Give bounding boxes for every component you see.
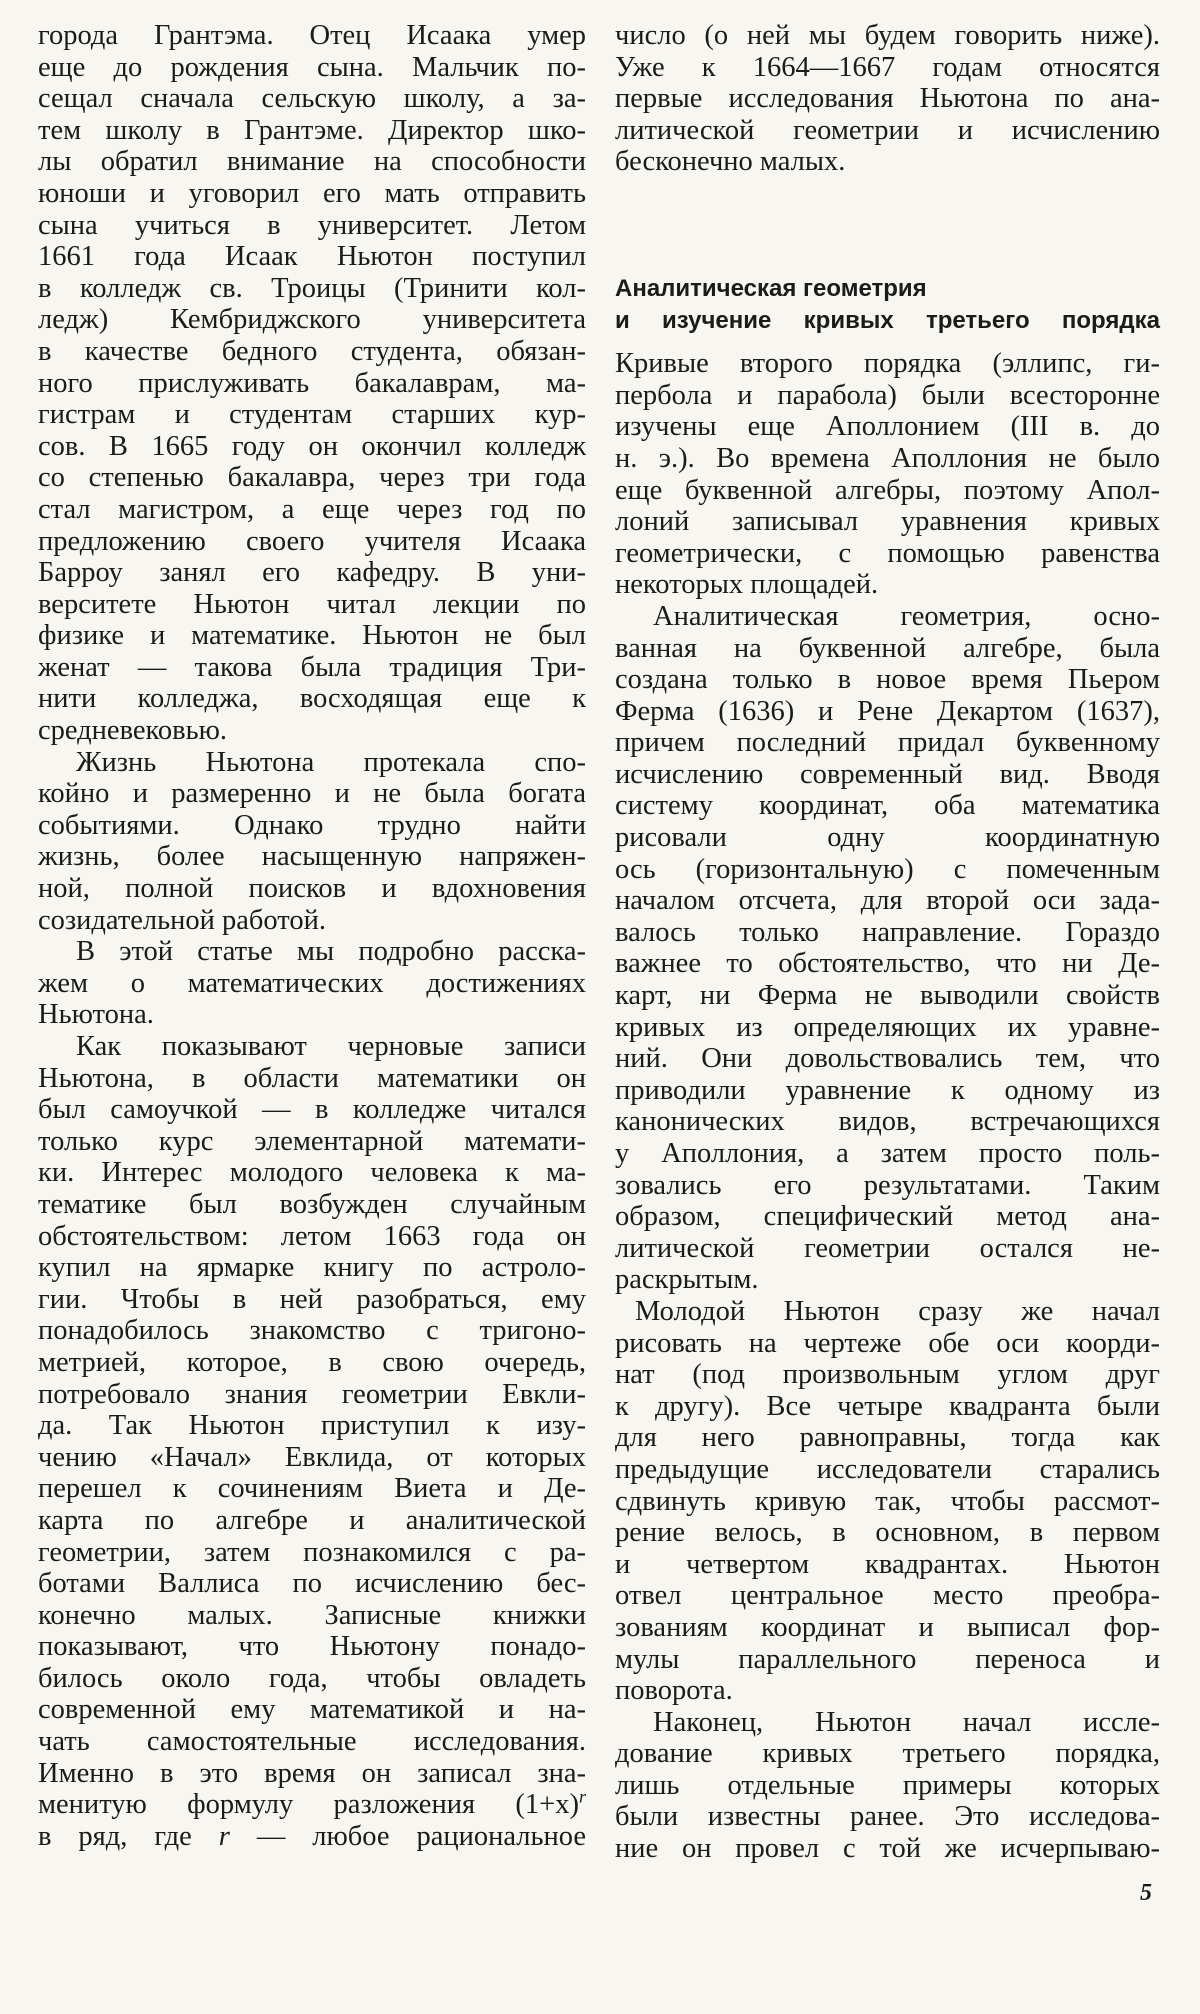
- text-line: рисовать на чертеже обе оси коорди-: [615, 1327, 1160, 1359]
- text-line: физике и математике. Ньютон не был: [38, 620, 586, 652]
- text-line: ки. Интерес молодого человека к ма-: [38, 1157, 586, 1189]
- text-line: нат (под произвольным углом друг: [615, 1359, 1160, 1391]
- text-line: приводили уравнение к одному из: [615, 1074, 1160, 1106]
- text-line: в качестве бедного студента, обязан-: [38, 335, 586, 367]
- text-line: лы обратил внимание на способности: [38, 146, 586, 178]
- paragraph-life: [38, 747, 586, 937]
- text-line: перешел к сочинениям Виета и Де-: [38, 1473, 586, 1505]
- text-line: зованиям координат и выписал фор-: [615, 1611, 1160, 1643]
- variable-r: r: [218, 1820, 230, 1852]
- text-line: ось (горизонтальную) с помеченным: [615, 853, 1160, 885]
- text-line: дование кривых третьего порядка,: [615, 1738, 1160, 1770]
- text-line: некоторых площадей.: [615, 569, 879, 601]
- text-line: систему координат, оба математика: [615, 790, 1160, 822]
- text-line: мулы параллельного переноса и: [615, 1643, 1160, 1675]
- binomial-formula: [515, 1786, 586, 1821]
- text-line: потребовало знания геометрии Евкли-: [38, 1378, 586, 1410]
- formula-exponent: r: [578, 1786, 586, 1807]
- text-line: средневековью.: [38, 715, 228, 747]
- text-line: ний. Они довольствовались тем, что: [615, 1043, 1160, 1075]
- text-line: ванная на буквенной алгебре, была: [615, 632, 1160, 664]
- text-line: рение велось, в основном, в первом: [615, 1517, 1160, 1549]
- text-line: канонических видов, встречающихся: [615, 1106, 1160, 1138]
- text-line: ледж) Кембриджского университета: [38, 304, 586, 336]
- text-line: еще буквенной алгебры, поэтому Апол-: [615, 474, 1160, 506]
- text-line: Уже к 1664—1667 годам относятся: [615, 51, 1160, 83]
- paragraph-self-taught: [38, 1031, 586, 1852]
- text-line: ние он провел с той же исчерпываю-: [615, 1833, 1160, 1865]
- text-line: [38, 1821, 586, 1853]
- text-line: понадобилось знакомство с тригоно-: [38, 1315, 586, 1347]
- text-line: гии. Чтобы в ней разобраться, ему: [38, 1283, 586, 1315]
- text-line: сына учиться в университет. Летом: [38, 209, 586, 241]
- text-line: ной, полной поисков и вдохновения: [38, 873, 586, 905]
- heading-line: и изучение кривых третьего порядка: [615, 306, 1160, 334]
- text-line: Как показывают черновые записи: [76, 1031, 586, 1062]
- left-column: [38, 20, 586, 1852]
- section-gap: [615, 178, 1160, 273]
- text-line: женат — такова была традиция Три-: [38, 651, 586, 683]
- text-line: Наконец, Ньютон начал иссле-: [653, 1706, 1160, 1738]
- text-line: были известны ранее. Это исследова-: [615, 1801, 1160, 1833]
- text-line: чать самостоятельные исследования.: [38, 1726, 586, 1758]
- text-line: первые исследования Ньютона по ана-: [615, 83, 1160, 115]
- text-line: билось около года, чтобы овладеть: [38, 1662, 586, 1694]
- formula-line: [38, 1786, 586, 1821]
- text-fragment: — любое рациональное: [256, 1820, 587, 1852]
- text-line: геометрически, с помощью равенства: [615, 537, 1160, 569]
- text-line: сещал сначала сельскую школу, а за-: [38, 83, 586, 115]
- text-line: пербола и парабола) были всесторонне: [615, 379, 1160, 411]
- text-line: образом, специфический метод ана-: [615, 1201, 1160, 1233]
- text-line: рисовали одну координатную: [615, 822, 1160, 854]
- text-line: Ферма (1636) и Рене Декартом (1637),: [615, 695, 1160, 727]
- formula-line-text: менитую формулу разложения: [38, 1789, 476, 1821]
- text-line: современной ему математикой и на-: [38, 1694, 586, 1726]
- text-line: конечно малых. Записные книжки: [38, 1599, 586, 1631]
- text-line: чению «Начал» Евклида, от которых: [38, 1441, 586, 1473]
- text-line: Молодой Ньютон сразу же начал: [635, 1295, 1160, 1327]
- text-line: н. э.). Во времена Аполлония не было: [615, 442, 1160, 474]
- text-line: геометрии, затем познакомился с ра-: [38, 1536, 586, 1568]
- text-line: важнее то обстоятельство, что ни Де-: [615, 948, 1160, 980]
- text-line: валось только направление. Гораздо: [615, 916, 1160, 948]
- text-line: 1661 года Исаак Ньютон поступил: [38, 241, 586, 273]
- text-line: жем о математических достижениях: [38, 967, 586, 999]
- text-line: лоний записывал уравнения кривых: [615, 506, 1160, 538]
- text-line: поворота.: [615, 1675, 733, 1707]
- text-line: создана только в новое время Пьером: [615, 664, 1160, 696]
- text-line: к другу). Все четыре квадранта были: [615, 1390, 1160, 1422]
- text-line: в колледж св. Троицы (Тринити кол-: [38, 272, 586, 304]
- text-line: исчислению современный вид. Вводя: [615, 758, 1160, 790]
- text-line: тем школу в Грантэме. Директор шко-: [38, 114, 586, 146]
- text-line: еще до рождения сына. Мальчик по-: [38, 51, 586, 83]
- text-line: лишь отдельные примеры которых: [615, 1769, 1160, 1801]
- text-line: началом отсчета, для второй оси зада-: [615, 885, 1160, 917]
- paragraph-apollonius: [615, 348, 1160, 601]
- text-line: литической геометрии остался не-: [615, 1232, 1160, 1264]
- text-line: обстоятельством: летом 1663 года он: [38, 1220, 586, 1252]
- text-line: зовались его результатами. Таким: [615, 1169, 1160, 1201]
- text-line: стал магистром, а еще через год по: [38, 493, 586, 525]
- text-line: у Аполлония, а затем просто поль-: [615, 1138, 1160, 1169]
- text-line: города Грантэма. Отец Исаака умер: [38, 20, 586, 51]
- text-line: кривых из определяющих их уравне-: [615, 1011, 1160, 1043]
- paragraph-young-newton: [615, 1296, 1160, 1707]
- text-line: показывают, что Ньютону понадо-: [38, 1631, 586, 1663]
- text-line: число (о ней мы будем говорить ниже).: [615, 20, 1160, 51]
- text-line: карт, ни Ферма не выводили свойств: [615, 980, 1160, 1012]
- text-line: и четвертом квадрантах. Ньютон: [615, 1548, 1160, 1580]
- paragraph-biography: [38, 20, 586, 747]
- text-line: Жизнь Ньютона протекала спо-: [76, 746, 586, 778]
- text-line: изучены еще Аполлонием (III в. до: [615, 411, 1160, 443]
- text-line: карта по алгебре и аналитической: [38, 1504, 586, 1536]
- text-line: сов. В 1665 году он окончил колледж: [38, 430, 586, 462]
- text-line: раскрытым.: [615, 1264, 759, 1296]
- text-line: нити колледжа, восходящая еще к: [38, 683, 586, 715]
- text-line: созидательной работой.: [38, 904, 327, 936]
- paragraph-article-intro: [38, 936, 586, 1031]
- text-line: со степенью бакалавра, через три года: [38, 462, 586, 494]
- text-line: Кривые второго порядка (эллипс, ги-: [615, 348, 1160, 380]
- paragraph-analytic-geometry: [615, 601, 1160, 1296]
- heading-line: Аналитическая геометрия: [615, 274, 927, 302]
- text-line: купил на ярмарке книгу по астроло-: [38, 1252, 586, 1284]
- text-line: юноши и уговорил его мать отправить: [38, 177, 586, 209]
- text-line: ботами Валлиса по исчислению бес-: [38, 1568, 586, 1600]
- page-number: 5: [1140, 1880, 1152, 1906]
- text-line: тематике был возбужден случайным: [38, 1188, 586, 1220]
- text-line: бесконечно малых.: [615, 146, 846, 178]
- text-line: только курс элементарной математи-: [38, 1125, 586, 1157]
- text-line: Ньютона, в области математики он: [38, 1062, 586, 1094]
- text-line: сдвинуть кривую так, чтобы рассмот-: [615, 1485, 1160, 1517]
- right-column: [615, 20, 1160, 1865]
- text-line: В этой статье мы подробно расска-: [76, 936, 586, 968]
- text-line: предложению своего учителя Исаака: [38, 525, 586, 557]
- text-line: предыдущие исследователи старались: [615, 1453, 1160, 1485]
- heading-gap: [615, 336, 1160, 348]
- text-line: для него равноправны, тогда как: [615, 1422, 1160, 1454]
- text-line: да. Так Ньютон приступил к изу-: [38, 1410, 586, 1442]
- text-line: был самоучкой — в колледже читался: [38, 1094, 586, 1126]
- text-line: причем последний придал буквенному: [615, 727, 1160, 759]
- text-line: Барроу занял его кафедру. В уни-: [38, 557, 586, 589]
- paragraph-third-order-curves: [615, 1707, 1160, 1865]
- text-line: событиями. Однако трудно найти: [38, 809, 586, 841]
- text-line: литической геометрии и исчислению: [615, 114, 1160, 146]
- text-line: Ньютона.: [38, 999, 154, 1031]
- text-line: Аналитическая геометрия, осно-: [653, 600, 1160, 632]
- text-line: койно и размеренно и не была богата: [38, 778, 586, 810]
- paragraph-early-research: [615, 20, 1160, 178]
- text-fragment: в ряд, где: [38, 1820, 192, 1852]
- section-heading: [615, 273, 1160, 336]
- text-line: жизнь, более насыщенную напряжен-: [38, 841, 586, 873]
- text-line: Именно в это время он записал зна-: [38, 1757, 586, 1789]
- formula-base: (1+x): [515, 1789, 579, 1821]
- text-line: отвел центральное место преобра-: [615, 1580, 1160, 1612]
- text-line: метрией, которое, в свою очередь,: [38, 1346, 586, 1378]
- text-line: верситете Ньютон читал лекции по: [38, 588, 586, 620]
- text-line: гистрам и студентам старших кур-: [38, 399, 586, 431]
- text-line: ного прислуживать бакалаврам, ма-: [38, 367, 586, 399]
